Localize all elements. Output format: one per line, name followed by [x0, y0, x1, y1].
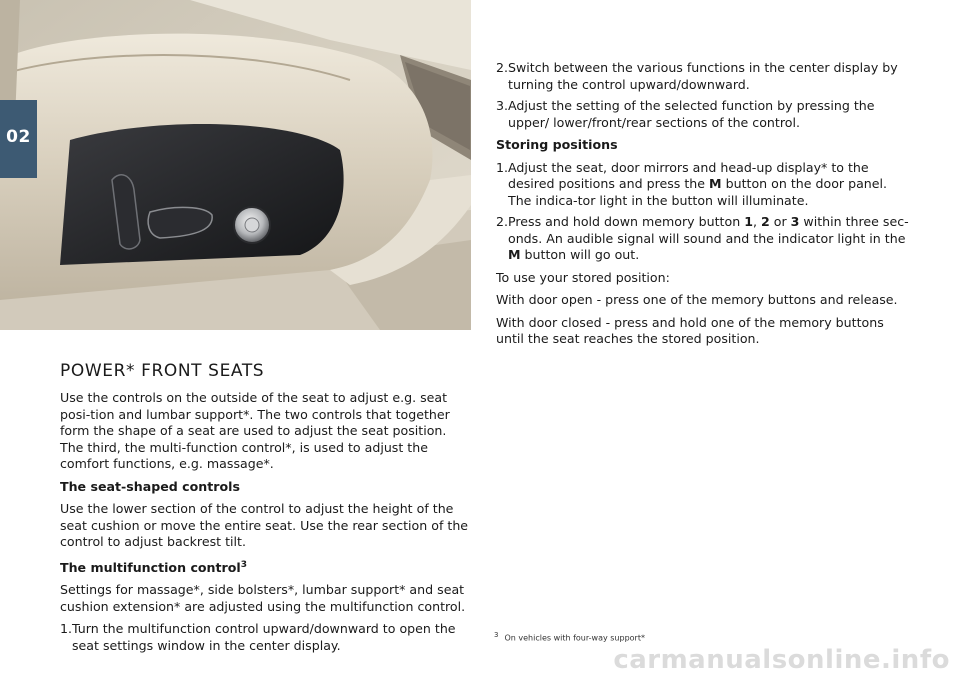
- seat-controls-heading: The seat-shaped controls: [60, 478, 240, 494]
- footnote: [494, 631, 645, 643]
- step-text: Turn the multifunction control upward/downward to open the seat settings window in the center display.: [72, 621, 456, 653]
- step-text: Adjust the setting of the selected function by pressing the upper/ lower/front/rear sections of the control.: [508, 98, 875, 130]
- step-text: button on the door panel. The indica-tor light in the button will illuminate.: [508, 176, 888, 208]
- door-open-text: With door open - press one of the memory buttons and release.: [496, 292, 898, 307]
- chapter-number: 02: [6, 127, 31, 147]
- m-button-label: M: [709, 176, 722, 191]
- footnote-marker: 3: [240, 559, 247, 570]
- step-number: 2.: [496, 60, 509, 75]
- footnote-text: On vehicles with four-way support*: [504, 633, 645, 643]
- step-text: or: [769, 214, 791, 229]
- seat-controls-body: Use the lower section of the control to adjust the height of the seat cushion or move the entire seat. Use the rear section of the control to adjust backrest tilt.: [60, 501, 469, 549]
- memory-button-1: 1: [744, 214, 753, 229]
- use-intro: To use your stored position:: [496, 269, 670, 285]
- multifunction-step: [496, 98, 910, 131]
- memory-button-2: 2: [760, 214, 770, 229]
- step-text: Adjust the seat, door mirrors and head-up display* to the desired positions and press the: [508, 159, 869, 191]
- footnote-number: 3: [494, 631, 499, 639]
- watermark: carmanualsonline.info: [613, 645, 950, 675]
- step-text: ,: [752, 214, 761, 229]
- multifunction-steps-part2: [496, 60, 910, 131]
- multifunction-step: [496, 60, 910, 93]
- step-text: button will go out.: [520, 247, 640, 262]
- multifunction-step: [60, 621, 472, 654]
- left-column: [60, 390, 472, 660]
- section-title: POWER* FRONT SEATS: [60, 361, 265, 381]
- step-text: Switch between the various functions in the center display by turning the control upward/downward.: [508, 60, 898, 92]
- multifunction-heading: [60, 557, 472, 577]
- multifunction-steps-part1: [60, 621, 472, 654]
- step-text: within three sec-onds. An audible signal will sound and the indicator light in the: [508, 214, 909, 246]
- multifunction-heading-text: The multifunction control: [60, 559, 241, 575]
- intro-paragraph: Use the controls on the outside of the seat to adjust e.g. seat posi-tion and lumbar support*. The two controls that together form the shape of a seat are used to adjust the seat position. The third, the multi-function control*, is used to adjust the comfort functions, e.g. massage*.: [60, 390, 450, 471]
- storing-steps: [496, 160, 910, 264]
- step-number: 3.: [496, 98, 509, 113]
- chapter-tab: [0, 100, 37, 178]
- door-closed-text: With door closed - press and hold one of the memory buttons until the seat reaches the stored position.: [496, 314, 884, 346]
- step-number: 2.: [496, 214, 509, 229]
- storing-step: [496, 214, 910, 264]
- multifunction-body: Settings for massage*, side bolsters*, lumbar support* and seat cushion extension* are adjusted using the multifunction control.: [60, 582, 466, 614]
- seat-photo-illustration: [0, 0, 471, 330]
- seat-controls-photo: [0, 0, 471, 330]
- m-button-label: M: [508, 247, 521, 262]
- step-text: Press and hold down memory button: [508, 214, 745, 229]
- step-number: 1.: [60, 621, 73, 637]
- storing-heading: Storing positions: [496, 137, 618, 152]
- storing-step: [496, 160, 910, 210]
- step-number: 1.: [496, 159, 509, 175]
- right-column: [496, 60, 910, 354]
- memory-button-3: 3: [790, 214, 800, 229]
